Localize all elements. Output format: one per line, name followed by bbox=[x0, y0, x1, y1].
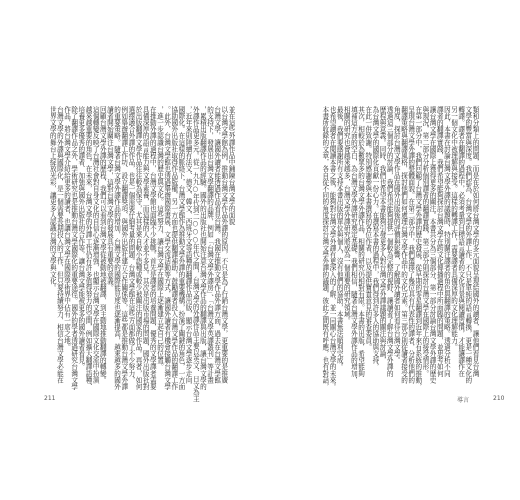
page-number-left: 211 bbox=[44, 395, 56, 402]
text-column: 填補這方面的空白，為台灣文學外譯研究奠定基礎。我們相信，隨著台灣文學外譯作品的增加， bbox=[349, 106, 358, 384]
text-column: 國際化。在這樣的脈絡下，台灣文學館作為推動文學外譯的重要機構，扮演了關鍵的角色，一方面 bbox=[176, 106, 185, 390]
text-column: ，進一步認識台灣的歷史與文化。這些努力，讓台灣文學在國際上逐漸建立起自己的位置。 bbox=[155, 106, 164, 370]
text-column: 越來越重要的角色。在未來，台灣文學的外譯工作仍有許多值得努力的空間，例如擴大翻譯語種、 bbox=[84, 106, 92, 390]
text-column: 本書所收錄的文章，各自從不同的角度探討台灣文學外譯的議題，彼此之間既有呼應，也有對話， bbox=[320, 106, 329, 390]
text-column: 於出版翻譯文學作品往往較為保守，尤其是來自較小語種或較少被關注的國家的作品。再者，如何 bbox=[134, 106, 143, 390]
text-column: 讀者開始關注台灣文學，這對台灣文學的發展具有重要的意義。 bbox=[105, 106, 114, 291]
text-column: 其次，相較於為數眾多的台灣文學外譯作品，相關的研究仍相對有限。本書的出版，希望能夠 bbox=[356, 106, 365, 377]
text-column: 。此外，台灣文學館也透過舉辦國際書展、文學交流活動等方式，讓國外讀者有機會接觸台灣文學 bbox=[162, 106, 171, 390]
text-column: 在此一併致謝。特別感謝參與本書撰寫的各位作者，以及提供寶貴意見的審查委員。 bbox=[363, 106, 372, 351]
text-column: ，近年來則陸續有法文、德文、韓文、西班牙文等語種的翻譯作品出版，顯示台灣文學逐步走向 bbox=[184, 106, 193, 384]
text-column: 最後，我們要感謝所有支持本書出版的單位與個人，沒有他們的協助，本書無法順利完成。 bbox=[335, 106, 344, 370]
text-column: 轉譯。譯者在翻譯的過程中，必須考量到目標語言讀者的文化背景與閱讀習慣，才能讓譯作在 bbox=[456, 106, 465, 377]
text-column: 也希望讀者在閱讀本書之後，能夠對台灣文學外譯有更深入的了解，並一同關心台灣文學的未來。 bbox=[328, 106, 336, 390]
text-column: 翻譯策略與翻譯風格，探討他們如何處理台灣文學作品中的文化元素。第三部分則從讀者接受的 bbox=[399, 106, 408, 384]
text-column: 作品，將台灣文學介紹給更多的讀者，也讓台灣文學在國際學術界中佔有一席之地。 bbox=[62, 106, 71, 351]
text-column: 的重要策略。隨著台灣文學外譯作品的增加，台灣文學的國際能見度也逐漸提高，越來越多的國外 bbox=[112, 106, 121, 390]
text-column: 的支持下，發展出台灣文學翻譯的品牌，例如「台灣文學外譯房」、「台灣文學英譯叢刊」等計畫 bbox=[205, 106, 214, 384]
text-column: ，累積出版翻譯作品的經驗。國外的出版社也開始注意台灣文學作品的翻譯與出版，讓台灣文學的 bbox=[198, 106, 207, 390]
text-column: 選擇適合外譯的作品，也是一個需要仔細考量的問題。台灣文學館在這些方面都做了不少努力， bbox=[126, 106, 135, 384]
text-column: 歷程與意義。同時，我們也希望本書能夠引發更多人對台灣文學外譯議題的關注與討論， bbox=[378, 106, 387, 364]
text-column: 類和分類上的問題，而是在於如何將台灣文學的多元面貌呈現給國外的讀者，讓他們看見台灣 bbox=[471, 106, 479, 377]
text-column: 世界文學的舞台上綻放光彩，讓更多人認識台灣的文學與文化。 bbox=[48, 106, 57, 291]
page-number-right: 210 bbox=[493, 395, 505, 402]
text-column: 相關的研究也會越來越多，台灣文學外譯研究將成為一個重要的研究領域。 bbox=[342, 106, 351, 324]
text-column: 為台灣文學的國際化貢獻一份心力。在撰寫本書的過程中，我們得到許多人的協助與支持， bbox=[370, 106, 379, 370]
text-column: 在第一部分中，我們回顧了台灣文學外譯的歷史發展，從早期的零星翻譯到近年來有系統的推動， bbox=[413, 106, 422, 390]
text-column: 透過這三個部分的討論，我們希望能夠提供一個較為完整的視野，讓讀者了解台灣文學外譯的 bbox=[385, 106, 394, 377]
text-column: 在推動外譯的過程中，台灣文學館也面臨不少挑戰。首先是譯者的培養問題，優秀的文學譯者需要 bbox=[148, 106, 157, 390]
text-column: 與現況，第二部分分析個別譯者的翻譯實踐，第三部分則探討台灣文學在國際上的接受情形。 bbox=[420, 106, 429, 377]
text-column: 台灣文學的外譯與國際化，是一個需要長期投入的工作，但只要持續努力，相信台灣文學必能在 bbox=[55, 106, 64, 384]
text-column: 讓台灣文學在國際上獲得更多的關注。本書共分為三個部分，第一部分討論台灣文學外譯的歷史 bbox=[428, 106, 437, 384]
text-column: 培養更多優秀的譯者、加強與國外出版社的合作等，讓台灣文學能被更多的國外讀者看見。 bbox=[76, 106, 85, 370]
running-head: 導言 bbox=[457, 397, 470, 404]
text-column: 因此，本書在討論台灣文學外譯的議題時，特別關注譯者的角色與翻譯的策略。透過分析不同 bbox=[442, 106, 451, 377]
text-column: 外譯作品更多元。從一九九○年代到二○○○年代之間，台灣文學的外譯作品主要以英文、日文為主 bbox=[191, 106, 200, 402]
right-page bbox=[260, 0, 520, 500]
text-column: 文學的豐富與深度。我們認為，台灣文學的外譯工作，不只是單純的語言轉換，更是一種文化的 bbox=[463, 106, 472, 384]
text-column: 這個轉變反映了台灣社會對自身文化的自信心逐漸增強，也顯示台灣文學在國際文化交流中扮演 bbox=[91, 106, 100, 384]
text-column: 並在這些外譯作品中鋪陳台灣文學的面貌 bbox=[227, 106, 235, 225]
text-column: 回顧台灣文學外譯的歷程，我們可以看到台灣文學從被動地被翻譯，到主動地推動翻譯的轉變。 bbox=[98, 106, 107, 384]
text-column: 除了翻譯作品之外，學術研究也是推動台灣文學國際化的重要途徑。國外的學者透過研究台灣文學 bbox=[69, 106, 78, 390]
text-column: 協助國外出版社取得作品版權，另一方面也提供翻譯補助，鼓勵譯者投入台灣文學作品的翻譯工作 bbox=[169, 106, 178, 390]
text-column: 角度，探討台灣文學作品在國外出版後的評價與影響，了解國外讀者如何看待台灣文學。 bbox=[392, 106, 401, 364]
text-column: 譯者的翻譯實踐，我們希望能夠探討台灣文學在跨文化傳播過程中所面臨的問題，並思考如何 bbox=[435, 106, 444, 377]
text-column: 例如舉辦翻譯工作坊、設立翻譯獎項、與國外出版社建立合作關係等，這些都是推動台灣文學外譯 bbox=[119, 106, 128, 390]
text-column: 另一個文化中被理解與接受。這樣的轉譯工作，需要譯者具備深厚的文化理解能力。 bbox=[449, 106, 458, 351]
text-column: 具備深厚的語言能力與文學素養，而這樣的人才並不多見。其次是出版市場的問題，國外出版社對 bbox=[141, 106, 150, 390]
text-column: 以台灣文學館為例，推動台灣文學作品外譯的原因，不只是為了行銷台灣文學，更重要的是推廣 bbox=[219, 106, 228, 384]
text-column: 台灣文學，讓國外讀者能透過作品看見台灣。我國在推動文學作品外譯方面，過去在台灣文學館 bbox=[212, 106, 221, 384]
text-column: 呈現台灣文學外譯的整體面貌。在第二部分中，我們選擇了幾位具有代表性的譯者，分析他們的 bbox=[406, 106, 415, 384]
